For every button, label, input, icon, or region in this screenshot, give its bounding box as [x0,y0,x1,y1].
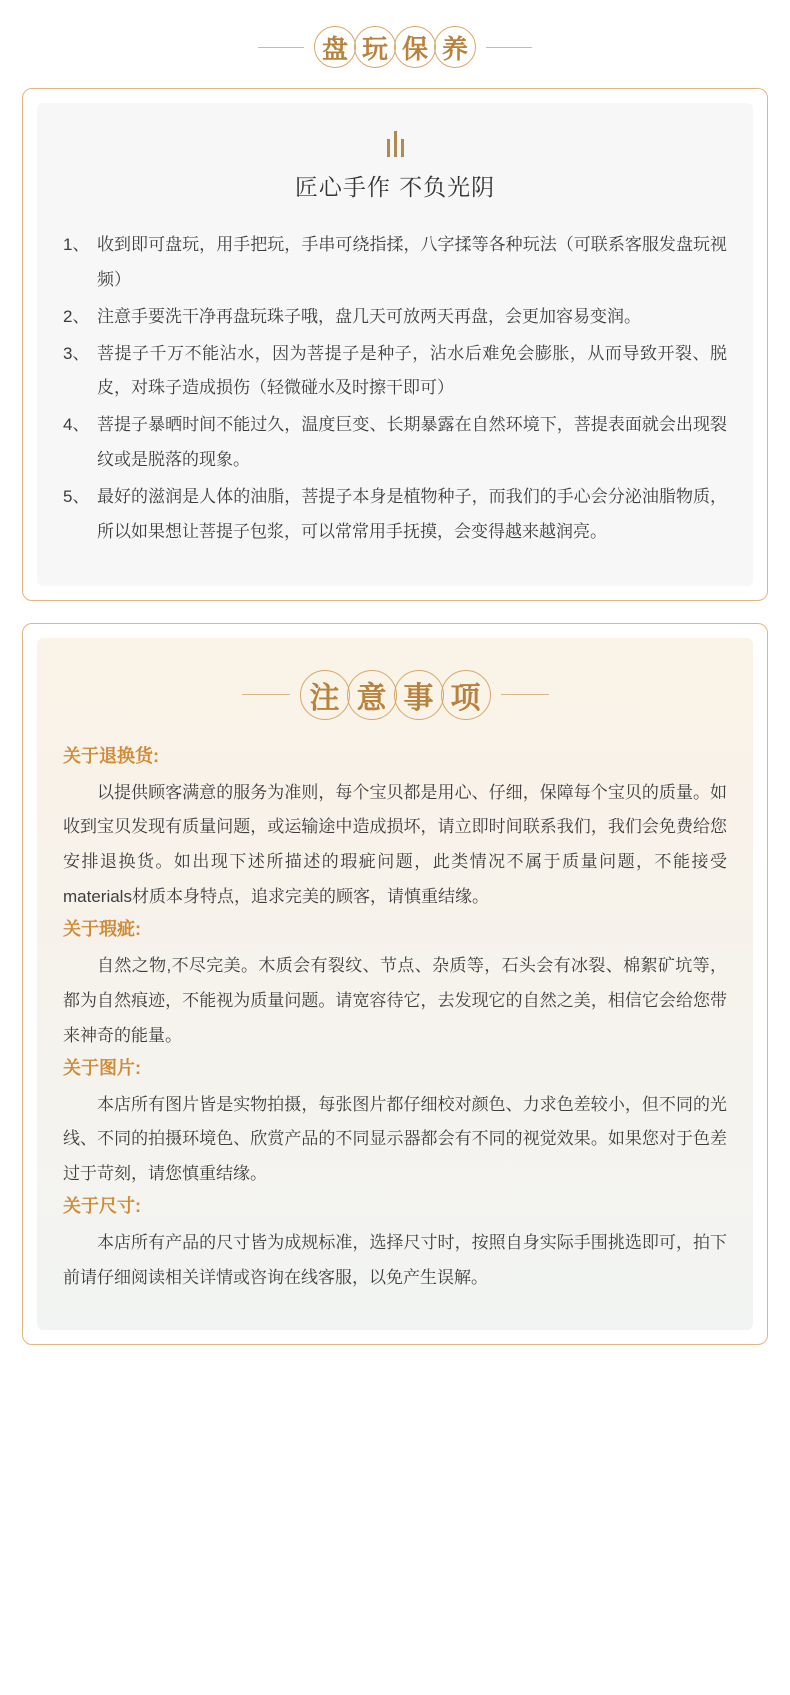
notice-panel [37,638,753,1330]
list-item-text: 注意手要洗干净再盘玩珠子哦，盘几天可放两天再盘，会更加容易变润。 [97,306,641,326]
care-subtitle: 匠心手作 不负光阴 [294,175,496,201]
care-instructions-panel [37,103,753,586]
notice-card [22,623,768,1345]
section-2-title [63,664,727,742]
list-item [63,300,727,335]
notice-block-returns [63,742,727,915]
list-item-text: 最好的滋润是人体的油脂，菩提子本身是植物种子，而我们的手心会分泌油脂物质，所以如果想让菩提子包浆，可以常常用手抚摸，会变得越来越润亮。 [97,486,727,541]
care-instructions-card [22,88,768,601]
title-rule-left [258,47,304,48]
seal-char: 玩 [354,26,396,68]
notice-body: 本店所有图片皆是实物拍摄，每张图片都仔细校对颜色、力求色差较小，但不同的光线、不同的拍摄环境色、欣赏产品的不同显示器都会有不同的视觉效果。如果您对于色差过于苛刻，请您慎重结缘。 [63,1094,727,1184]
notice-heading: 关于图片: [63,1057,141,1078]
title-rule-right [501,694,549,695]
list-item [63,337,727,407]
care-tips-list [63,228,727,550]
list-item-number: 4、 [63,415,90,435]
list-item-number: 2、 [63,306,90,326]
seal-char: 盘 [314,26,356,68]
seal-char: 事 [394,670,444,720]
list-item [63,480,727,550]
list-item [63,228,727,298]
three-strokes-icon [63,127,727,157]
list-item [63,408,727,478]
seal-char: 养 [434,26,476,68]
list-item-text: 菩提子千万不能沾水，因为菩提子是种子，沾水后难免会膨胀，从而导致开裂、脱皮，对珠子造成损伤（轻微碰水及时擦干即可） [97,343,727,398]
list-item-number: 5、 [63,486,90,506]
list-item-text: 收到即可盘玩，用手把玩，手串可绕指揉，八字揉等各种玩法（可联系客服发盘玩视频） [97,235,727,289]
seal-title-care [314,26,476,68]
notice-heading: 关于尺寸: [63,1196,141,1217]
notice-heading: 关于瑕疵: [63,918,141,939]
seal-char: 保 [394,26,436,68]
seal-title-notice [300,670,491,720]
notice-heading: 关于退换货: [63,745,159,766]
notice-body: 本店所有产品的尺寸皆为成规标准，选择尺寸时，按照自身实际手围挑选即可，拍下前请仔细阅读相关详情或咨询在线客服，以免产生误解。 [63,1233,727,1287]
seal-char: 项 [441,670,491,720]
list-item-text: 菩提子暴晒时间不能过久，温度巨变、长期暴露在自然环境下，菩提表面就会出现裂纹或是脱落的现象。 [97,415,727,470]
notice-block-sizing [63,1192,727,1296]
title-rule-left [242,694,290,695]
section-1-title [0,0,790,88]
seal-char: 注 [300,670,350,720]
title-rule-right [486,47,532,48]
list-item-number: 3、 [63,343,90,363]
list-item-number: 1、 [63,235,90,254]
seal-char: 意 [347,670,397,720]
notice-block-photos [63,1054,727,1193]
notice-body: 自然之物,不尽完美。木质会有裂纹、节点、杂质等，石头会有冰裂、棉絮矿坑等，都为自然痕迹，不能视为质量问题。请宽容待它，去发现它的自然之美，相信它会给您带来神奇的能量。 [63,955,727,1045]
notice-body: 以提供顾客满意的服务为准则，每个宝贝都是用心、仔细，保障每个宝贝的质量。如收到宝贝发现有质量问题，或运输途中造成损坏，请立即时间联系我们，我们会免费给您安排退换货。如出现下述所描述的瑕疵问题，此类情况不属于质量问题，不能接受materials材质本身特点，追求完美的顾客，请慎重结缘。 [63,782,727,907]
notice-block-flaws [63,915,727,1054]
